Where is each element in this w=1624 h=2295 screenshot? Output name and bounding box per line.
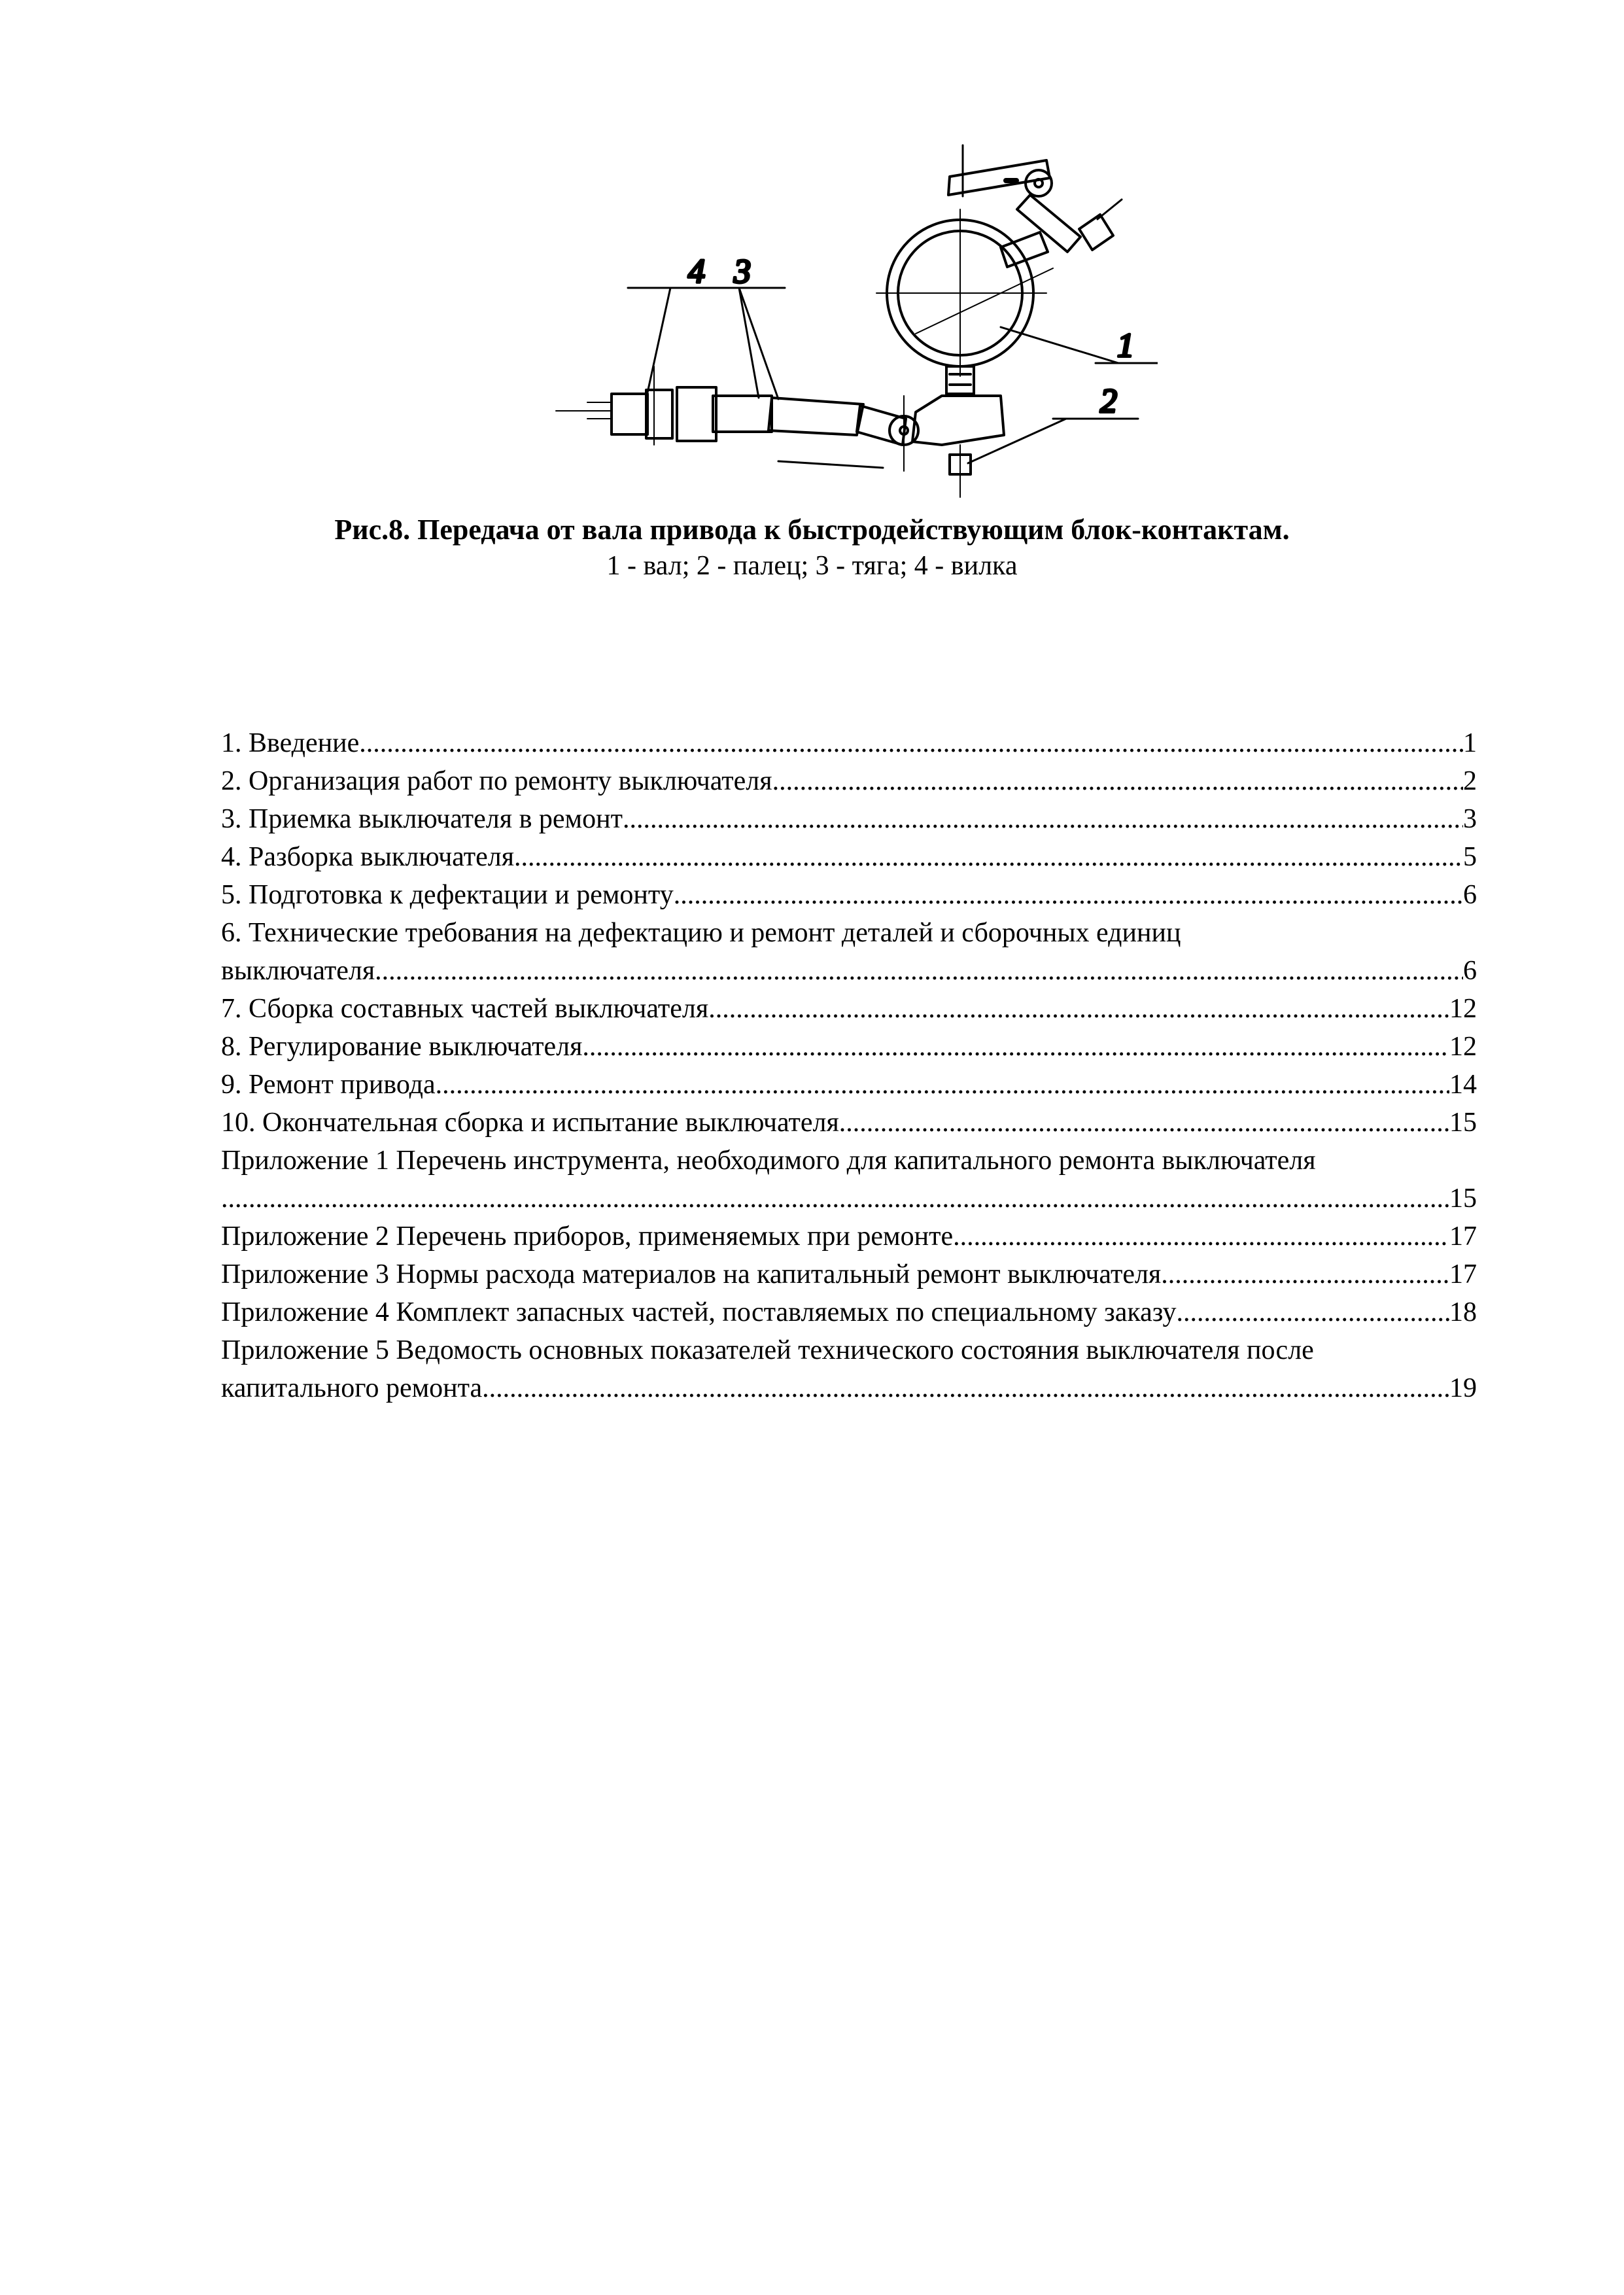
page-number: 2: [1463, 766, 1477, 796]
page-number: 12: [1449, 1032, 1477, 1062]
toc-entry[interactable]: 7. Сборка составных частей выключателя ..... 12: [221, 990, 1477, 1028]
leader-dots: [436, 1066, 1449, 1104]
figure-caption: [0, 512, 1624, 584]
caption-legend: 1 - вал; 2 - палец; 3 - тяга; 4 - вилка: [606, 551, 1018, 581]
page-number: 1: [1463, 728, 1477, 758]
leader-dots: [839, 1104, 1449, 1142]
toc-entry-line1[interactable]: 6. Технические требования на дефектацию и ремонт деталей и сборочных единиц: [221, 918, 1181, 948]
page-number: 3: [1463, 804, 1477, 834]
mechanism-drawing: [549, 137, 1158, 504]
page-number: 17: [1449, 1221, 1477, 1252]
toc-entry[interactable]: 4. Разборка выключателя ..... 5: [221, 838, 1477, 876]
page-number: 6: [1463, 956, 1477, 986]
toc-entry[interactable]: 9. Ремонт привода ..... 14: [221, 1066, 1477, 1104]
leader-dots: [708, 990, 1449, 1028]
label-2: 2: [1100, 383, 1117, 420]
leader-dots: [482, 1369, 1449, 1407]
label-1: 1: [1117, 327, 1134, 364]
toc-entry[interactable]: 8. Регулирование выключателя ..... 12: [221, 1028, 1477, 1066]
leader-dots: [623, 800, 1463, 838]
toc-entry-line1[interactable]: Приложение 5 Ведомость основных показателей технического состояния выключателя после: [221, 1335, 1314, 1365]
page-number: 6: [1463, 880, 1477, 910]
leader-dots: [674, 876, 1463, 914]
page-number: 17: [1449, 1259, 1477, 1289]
leader-dots: [359, 724, 1463, 762]
leader-dots: [1177, 1293, 1449, 1331]
page-number: 15: [1449, 1183, 1477, 1214]
page-number: 18: [1449, 1297, 1477, 1327]
leader-dots: [375, 952, 1463, 990]
leader-dots: [772, 762, 1463, 800]
caption-title: Рис.8. Передача от вала привода к быстродействующим блок-контактам.: [334, 514, 1290, 546]
page-number: 15: [1449, 1108, 1477, 1138]
page-number: 5: [1463, 842, 1477, 872]
page-number: 14: [1449, 1070, 1477, 1100]
page-number: 19: [1449, 1373, 1477, 1403]
toc-entry[interactable]: 2. Организация работ по ремонту выключателя ..... 2: [221, 762, 1477, 800]
leader-dots: [514, 838, 1463, 876]
toc-entry[interactable]: капитального ремонта ..... 19: [221, 1369, 1477, 1407]
label-4: 4: [688, 253, 705, 290]
toc-entry[interactable]: 1. Введение ..... 1: [221, 724, 1477, 762]
label-3: 3: [734, 253, 751, 290]
toc-entry[interactable]: 3. Приемка выключателя в ремонт ..... 3: [221, 800, 1477, 838]
toc-entry[interactable]: 10. Окончательная сборка и испытание выключателя ..... 15: [221, 1104, 1477, 1142]
toc-entry[interactable]: 5. Подготовка к дефектации и ремонту ..... 6: [221, 876, 1477, 914]
leader-dots: [1161, 1255, 1449, 1293]
toc-entry[interactable]: Приложение 2 Перечень приборов, применяемых при ремонте ..... 17: [221, 1218, 1477, 1255]
toc-entry[interactable]: Приложение 4 Комплект запасных частей, поставляемых по специальному заказу ..... 18: [221, 1293, 1477, 1331]
toc-entry[interactable]: выключателя ..... 6: [221, 952, 1477, 990]
toc-entry[interactable]: Приложение 3 Нормы расхода материалов на капитальный ремонт выключателя ..... 17: [221, 1255, 1477, 1293]
table-of-contents: [221, 724, 1477, 1407]
toc-entry-line1[interactable]: Приложение 1 Перечень инструмента, необходимого для капитального ремонта выключателя: [221, 1146, 1316, 1176]
leader-dots: [221, 1180, 1449, 1218]
page-number: 12: [1449, 994, 1477, 1024]
leader-dots: [582, 1028, 1449, 1066]
toc-entry[interactable]: [221, 1180, 1477, 1218]
leader-dots: [953, 1218, 1449, 1255]
